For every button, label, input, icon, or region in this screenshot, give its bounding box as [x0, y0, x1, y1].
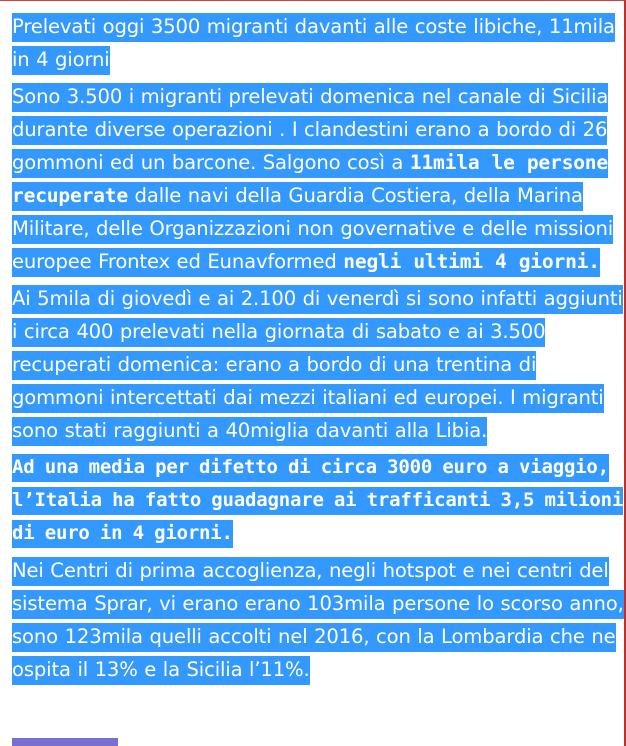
paragraph-2-text: Ai 5mila di giovedì e ai 2.100 di venerdì si sono infatti aggiunti i circa 400 prelevati nella giornata di sabato e ai 3.500 recuperati domenica: erano a bordo di una trentina di gommoni intercettati dai mezzi italiani ed europei. I migranti sono stati raggiunti a 40miglia davanti alla Libia. [12, 285, 623, 446]
paragraph-1-text-a: Sono 3.500 i migranti prelevati domenica nel canale di Sicilia durante diverse operazioni . I clandestini erano a bordo di 26 gommoni ed un barcone. Salgono così a [12, 83, 608, 178]
paragraph-1-bold-b: negli ultimi 4 giorni. [343, 248, 600, 277]
paragraph-1-bold-a: 11mila le persone recuperate [12, 149, 608, 211]
article-title-text: Prelevati oggi 3500 migranti davanti alle coste libiche, 11mila in 4 giorni [12, 13, 615, 75]
paragraph-4-text: Nei Centri di prima accoglienza, negli hotspot e nei centri del sistema Sprar, vi erano erano 103mila persone lo scorso anno, sono 123mila quelli accolti nel 2016, con la Lombardia che ne ospita il 13% e la Sicilia l’11%. [12, 557, 624, 685]
paragraph-2 [12, 282, 624, 447]
scrollbar-fragment [12, 738, 118, 746]
paragraph-3-text: Ad una media per difetto di circa 3000 euro a viaggio, l’Italia ha fatto guadagnare ai trafficanti 3,5 milioni di euro in 4 giorni. [12, 454, 623, 548]
paragraph-3 [12, 451, 624, 550]
paragraph-1 [12, 80, 624, 278]
article-title [12, 10, 624, 76]
paragraph-1-text-b: dalle navi della Guardia Costiera, della Marina Militare, delle Organizzazioni non governative e delle missioni europee Frontex ed Eunavformed [12, 182, 613, 277]
article-body [12, 10, 624, 690]
paragraph-4 [12, 554, 624, 686]
